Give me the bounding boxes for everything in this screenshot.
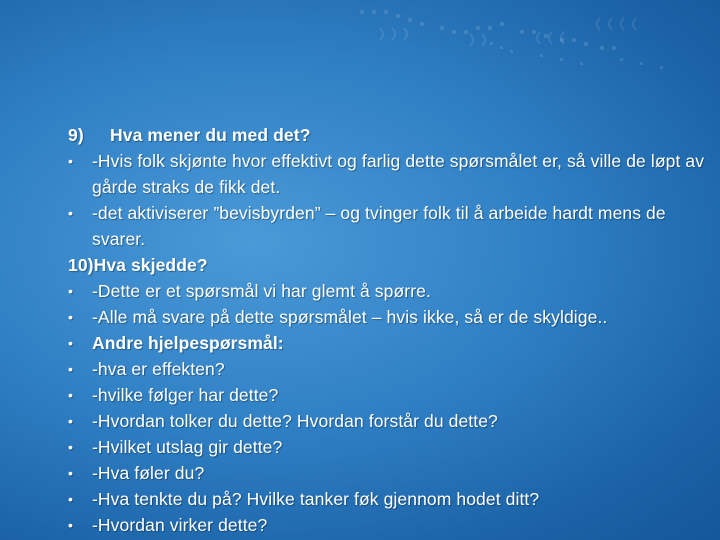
question-number: 10)	[68, 255, 94, 275]
list-item	[68, 486, 708, 512]
list-item-text: -Dette er et spørsmål vi har glemt å spørre.	[92, 281, 431, 301]
bullet-icon: •	[68, 283, 74, 299]
list-item	[68, 148, 708, 200]
slide-content	[68, 122, 708, 538]
decorative-pattern	[0, 0, 720, 120]
list-item-subheading	[68, 330, 708, 356]
list-item-text: -hva er effekten?	[92, 359, 225, 379]
list-item-text: -hvilke følger har dette?	[92, 385, 279, 405]
list-item	[68, 382, 708, 408]
list-item	[68, 278, 708, 304]
question-heading-10	[68, 252, 708, 278]
list-item-text: -Hvis folk skjønte hvor effektivt og farlig dette spørsmålet er, så ville de løpt av gårde straks de fikk det.	[92, 151, 705, 197]
question-number: 9)	[68, 125, 84, 145]
list-item-text: -Hva føler du?	[92, 463, 205, 483]
list-item-text: -Hva tenkte du på? Hvilke tanker føk gjennom hodet ditt?	[92, 489, 540, 509]
bullet-icon: •	[68, 491, 74, 507]
list-item-text: -Alle må svare på dette spørsmålet – hvis ikke, så er de skyldige..	[92, 307, 608, 327]
bullet-icon: •	[68, 361, 74, 377]
bullet-icon: •	[68, 153, 74, 169]
list-item-text: Andre hjelpespørsmål:	[92, 333, 284, 353]
question-heading-9	[68, 122, 708, 148]
list-item	[68, 304, 708, 330]
list-item	[68, 434, 708, 460]
list-item-text: -det aktiviserer ”bevisbyrden” – og tvinger folk til å arbeide hardt mens de svarer.	[92, 203, 666, 249]
bullet-icon: •	[68, 465, 74, 481]
list-item	[68, 460, 708, 486]
list-item	[68, 408, 708, 434]
bullet-icon: •	[68, 205, 74, 221]
list-item-text: -Hvilket utslag gir dette?	[92, 437, 283, 457]
list-item	[68, 512, 708, 538]
bullet-icon: •	[68, 413, 74, 429]
list-item-text: -Hvordan tolker du dette? Hvordan forstår du dette?	[92, 411, 498, 431]
bullet-icon: •	[68, 439, 74, 455]
bullet-icon: •	[68, 335, 74, 351]
list-item	[68, 200, 708, 252]
question-title: Hva skjedde?	[93, 255, 208, 275]
bullet-icon: •	[68, 309, 74, 325]
list-item-text: -Hvordan virker dette?	[92, 515, 268, 535]
list-item	[68, 356, 708, 382]
question-title: Hva mener du med det?	[110, 125, 311, 145]
bullet-icon: •	[68, 387, 74, 403]
bullet-icon: •	[68, 517, 74, 533]
